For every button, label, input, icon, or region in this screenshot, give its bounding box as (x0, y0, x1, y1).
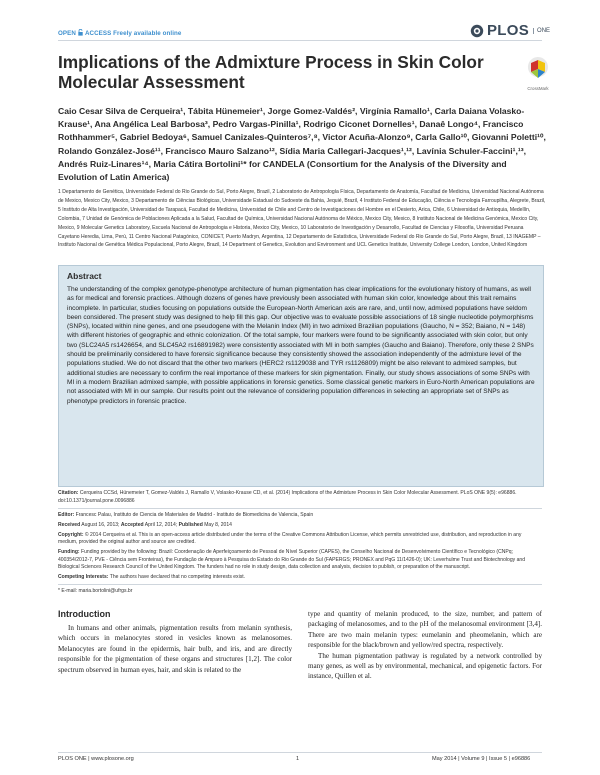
intro-paragraph: The human pigmentation pathway is regulated by a network controlled by many genes, as well as by environmental, mechanical, and epigenetic factors. For instance, Quillen et al. (308, 651, 542, 681)
competing-interests: Competing Interests: The authors have declared that no competing interests exist. (58, 574, 246, 581)
author-list: Caio Cesar Silva de Cerqueira¹, Tábita Hünemeier¹, Jorge Gomez-Valdés², Virgínia Ramallo¹, Carla Daiana Volasko-Krause¹, Ana Angélica Leal Barbosa³, Pedro Vargas-Pinilla¹, Rodrigo Ciconet Dornelles¹, Danaê Longo⁴, Francisco Rothhammer⁵, Gabriel Bedoya⁶, Samuel Canizales-Quinteros⁷,⁸, Victor Acuña-Alonzo⁹, Carla Gallo¹⁰, Giovanni Poletti¹⁰, Rolando González-José¹¹, Francisco Mauro Salzano¹², Sídia Maria Callegari-Jacques¹,¹², Lavínia Schuler-Faccini¹,¹³, Andrés Ruiz-Linares¹⁴, Maria Cátira Bortolini¹* for CANDELA (Consortium for the Analysis of the Diversity and Evolution of Latin America) (58, 106, 546, 183)
copyright: Copyright: © 2014 Cerqueira et al. This is an open-access article distributed under the terms of the Creative Commons Attribution License, which permits unrestricted use, distribution, and reproduction in any medium, provided the original author and source are credited. (58, 531, 522, 546)
crossmark-label: CrossMark (527, 86, 549, 91)
article-metadata (58, 490, 542, 598)
plos-logo-icon (470, 24, 484, 38)
intro-heading: Introduction (58, 609, 111, 619)
intro-right-column (308, 609, 542, 682)
funding: Funding: Funding provided by the following: Brazil: Coordenação de Aperfeiçoamento de Pessoal de Nível Superior (CAPES), the Conselho Nacional de Desenvolvimento Científico e Tecnológico (CNPq; 400354/2012-7, PVE - Ciência sem Fronteiras), the Fundação de Amparo à Pesquisa do Estado do Rio Grande do Sul (FAPERGS; PRONEX and PqG 11/1426-0); UK: Leverhulme Trust and Biotechnology and Biological Sciences Research Council of the United Kingdom. The funders had no role in study design, data collection and analysis, decision to publish, or preparation of the manuscript. (58, 549, 526, 571)
citation: Citation: Cerqueira CCSd, Hünemeier T, Gomez-Valdés J, Ramallo V, Volasko-Krause CD, et al. (2014) Implications of the Admixture Process in Skin Color Molecular Assessment. PLoS ONE 9(5): e96886. doi:10.1371/journal.pone.0096886 (58, 490, 517, 504)
article-title: Implications of the Admixture Process in Skin Color Molecular Assessment (58, 52, 484, 92)
crossmark-icon (527, 56, 549, 80)
header-divider (58, 40, 542, 41)
crossmark-badge[interactable] (518, 56, 558, 91)
page-number: 1 (296, 756, 300, 762)
intro-left-column (58, 623, 292, 675)
footer-journal[interactable]: PLOS ONE | www.plosone.org (58, 756, 134, 762)
journal-logo-sub: ONE (533, 28, 550, 34)
open-lock-icon (78, 29, 83, 38)
contact-email[interactable]: * E-mail: maria.bortolini@ufrgs.br (58, 588, 133, 595)
abstract-text: The understanding of the complex genotype-phenotype architecture of human pigmentation has clear implications for the evolutionary history of humans, as well as for medical and forensic practices. Although dozens of genes have previously been associated with human skin color, knowledge about this trait remains incomplete. In particular, studies focusing on populations outside the European-North American axis are rare, and, until now, admixed populations have seldom been considered. The present study was designed to help fill this gap. Our objective was to evaluate possible associations of 18 single nucleotide polymorphisms (SNPs), located within nine genes, and one pseudogene with the Melanin Index (MI) in two admixed Brazilian populations (Gaucho, N = 352; Baiano, N = 148) with different histories of geographic and ethnic colonization. Of the total sample, four markers were found to be significantly associated with skin color, but only two (SLC24A5 rs1426654, and SLC45A2 rs16891982) were consistently associated with MI in both samples (Gaucho and Baiano). Therefore, only these 2 SNPs should be preliminarily considered to have forensic significance because they consistently showed the association independently of the admixture level of the populations studied. We do not discard that the other two markers (HERC2 rs1129038 and TYR rs1126809) might be also relevant to admixed samples, but additional studies are necessary to confirm the real importance of these markers for skin pigmentation. Finally, our study shows associations of some SNPs with MI in a modern Brazilian admixed sample, with possible applications in forensic genetics. Some classical genetic markers in Euro-North American populations are not associated with MI in our sample. Our results point out the relevance of considering population differences in selecting an appropriate set of SNPs as phenotype predictors in forensic practice. (67, 286, 535, 405)
intro-paragraph: In humans and other animals, pigmentation results from melanin synthesis, which occurs in melanocytes stored in vesicles known as melanosomes. Melanocytes are found in the epidermis, hair bulb, and iris, and are directly responsible for the pigmentation of these organs and structures [1,2]. The color spectrum observed in human eyes, hair, and skin is related to the (58, 624, 292, 674)
editor: Editor: Francesc Palau, Instituto de Ciencia de Materiales de Madrid - Instituto de Biomedicina de Valencia, Spain (58, 511, 314, 518)
abstract-box (58, 265, 544, 487)
affiliations: 1 Departamento de Genética, Universidade Federal do Rio Grande do Sul, Porto Alegre, Brazil, 2 Laboratorio de Antropología Física, Departamento de Anatomía, Facultad de Medicina, Universidad Nacional Autónoma de Mexico, Mexico City, Mexico, 3 Departamento de Ciências Biológicas, Universidade Estadual do Sudoeste da Bahia, Jequié, Brazil, 4 Instituto Federal de Educação, Ciência e Tecnologia Farroupilha, Alegrete, Brazil, 5 Instituto de Alta Investigación, Universidad de Tarapacá, Facultad de Medicina, Universidad de Chile and Centro de Investigaciones del Hombre en el Desierto, Arica, Chile, 6 Universidad de Antioquia, Medellín, Colombia, 7 Unidad de Genómica de Poblaciones Aplicada a la Salud, Facultad de Química, Universidad Nacional Autónoma de México, Mexico City, Mexico, 8 Instituto Nacional de Medicina Genómica, Mexico City, Mexico, 9 Molecular Genetics Laboratory, Escuela Nacional de Antropologia e Historia, Mexico City, Mexico, 10 Laboratorio de Investigación y Desarrollo, Facultad de Ciencias y Filosofía, Universidad Peruana Cayetano Heredia, Lima, Perú, 11 Centro Nacional Patagónico, CONICET, Puerto Madryn, Argentina, 12 Departamento de Estatística, Universidade Federal do Rio Grande do Sul, Porto Alegre, Brazil, 13 INAGEMP – Instituto Nacional de Genética Médica Populacional, Porto Alegre, Brazil, 14 Department of Genetics, Evolution and Environment and UCL Genetics Institute, University College London, London, United Kingdom (58, 189, 546, 249)
meta-divider (58, 508, 542, 509)
journal-logo-text: PLOS (487, 22, 530, 39)
meta-divider (58, 584, 542, 585)
journal-logo[interactable] (470, 22, 550, 39)
footer-issue: May 2014 | Volume 9 | Issue 5 | e96886 (432, 756, 531, 762)
open-access-banner[interactable]: OPEN ACCESS Freely available online (58, 30, 182, 38)
dates: Received August 16, 2013; Accepted April 12, 2014; Published May 8, 2014 (58, 521, 232, 528)
intro-paragraph: type and quantity of melanin produced, to the size, number, and pattern of packaging of melanosomes, and to the pH of the melanosomal environment [3,4]. There are two main melanin types: eumelanin and pheomelanin, which are responsible for the black/brown and yellow/red spectra, respectively. (308, 610, 542, 650)
footer-divider (58, 752, 542, 753)
abstract-heading: Abstract (67, 271, 102, 281)
